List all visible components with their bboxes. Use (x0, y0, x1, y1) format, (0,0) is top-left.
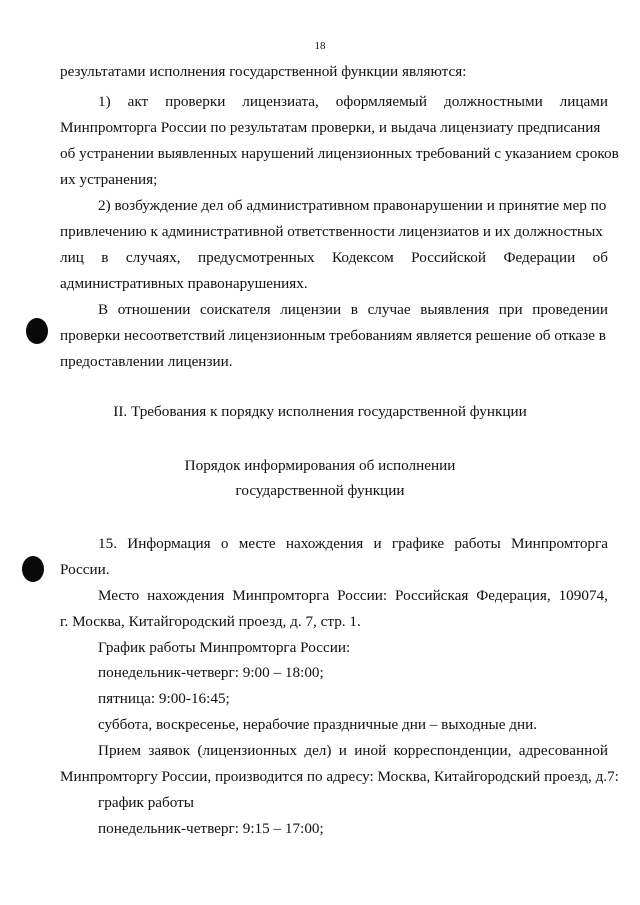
section-heading: II. Требования к порядку исполнения государственной функции (113, 403, 527, 420)
word: 1) (98, 93, 111, 110)
word: Российской (411, 249, 487, 266)
word: в (101, 249, 109, 266)
text-line (98, 301, 608, 319)
word: и (373, 535, 382, 552)
subsection-heading: Порядок информирования об исполнении (184, 457, 456, 474)
text-line: их устранения; (60, 171, 158, 188)
word: должностными (443, 93, 543, 110)
text-line (98, 535, 608, 553)
word: Федерации (503, 249, 576, 266)
word: случаях, (125, 249, 181, 266)
word: иной (354, 742, 387, 759)
word: нахождения (147, 587, 225, 604)
page-number: 18 (314, 40, 326, 52)
word: В (98, 301, 109, 318)
text-line: Минпромторга России по результатам проверки, и выдача лицензиату предписания (60, 119, 601, 136)
word: Федерация, (476, 587, 551, 604)
text-line (98, 742, 608, 760)
text-line: результатами исполнения государственной функции являются: (60, 63, 467, 80)
word: случае (367, 301, 411, 318)
word: акт (127, 93, 149, 110)
text-line: 2) возбуждение дел об административном правонарушении и принятие мер по (98, 197, 607, 214)
word: графике (391, 535, 445, 552)
word: корреспонденции, (393, 742, 512, 759)
text-line: привлечению к административной ответственности лицензиатов и их должностных (60, 223, 603, 240)
text-line: г. Москва, Китайгородский проезд, д. 7, стр. 1. (60, 613, 361, 630)
word: проведении (532, 301, 608, 318)
word: о (220, 535, 229, 552)
word: заявок (148, 742, 191, 759)
text-line: пятница: 9:00-16:45; (98, 690, 230, 707)
word: месте (238, 535, 276, 552)
text-line: административных правонарушениях. (60, 275, 308, 292)
text-line: предоставлении лицензии. (60, 353, 233, 370)
word: оформляемый (335, 93, 428, 110)
text-line: проверки несоответствий лицензионным требованиям является решение об отказе в (60, 327, 606, 344)
word: лиц (60, 249, 84, 266)
word: лицензии (280, 301, 342, 318)
word: Место (98, 587, 140, 604)
text-line: суббота, воскресенье, нерабочие праздничные дни – выходные дни. (98, 716, 538, 733)
word: предусмотренных (198, 249, 315, 266)
text-line (98, 587, 608, 605)
word: в (350, 301, 358, 318)
word: при (498, 301, 523, 318)
word: нахождения (285, 535, 364, 552)
word: лицензиата, (242, 93, 319, 110)
word: Прием (98, 742, 142, 759)
punch-hole-bottom (22, 556, 44, 582)
word: (лицензионных (197, 742, 298, 759)
text-line (60, 249, 608, 267)
word: работы (454, 535, 501, 552)
text-line: понедельник-четверг: 9:15 – 17:00; (98, 820, 324, 837)
text-line: График работы Минпромторга России: (98, 639, 351, 656)
text-line: об устранении выявленных нарушений лицензионных требований с указанием сроков (60, 145, 619, 162)
word: Минпромторга (510, 535, 608, 552)
text-line: график работы (98, 794, 195, 811)
subsection-heading: государственной функции (235, 482, 405, 499)
word: проверки (165, 93, 226, 110)
text-line (98, 93, 608, 111)
punch-hole-top (26, 318, 48, 344)
word: Минпромторга (232, 587, 330, 604)
word: дел) (304, 742, 332, 759)
word: лицами (559, 93, 608, 110)
word: Информация (127, 535, 211, 552)
word: Кодексом (332, 249, 394, 266)
word: об (592, 249, 608, 266)
word: Российская (395, 587, 469, 604)
text-line: понедельник-четверг: 9:00 – 18:00; (98, 664, 324, 681)
word: России: (337, 587, 388, 604)
word: отношении (117, 301, 191, 318)
word: адресованной (518, 742, 608, 759)
text-line: Минпромторгу России, производится по адресу: Москва, Китайгородский проезд, д.7: (60, 768, 619, 785)
word: выявления (420, 301, 490, 318)
word: соискателя (199, 301, 271, 318)
text-line: России. (60, 561, 110, 578)
word: 15. (98, 535, 117, 552)
word: 109074, (558, 587, 608, 604)
word: и (338, 742, 347, 759)
